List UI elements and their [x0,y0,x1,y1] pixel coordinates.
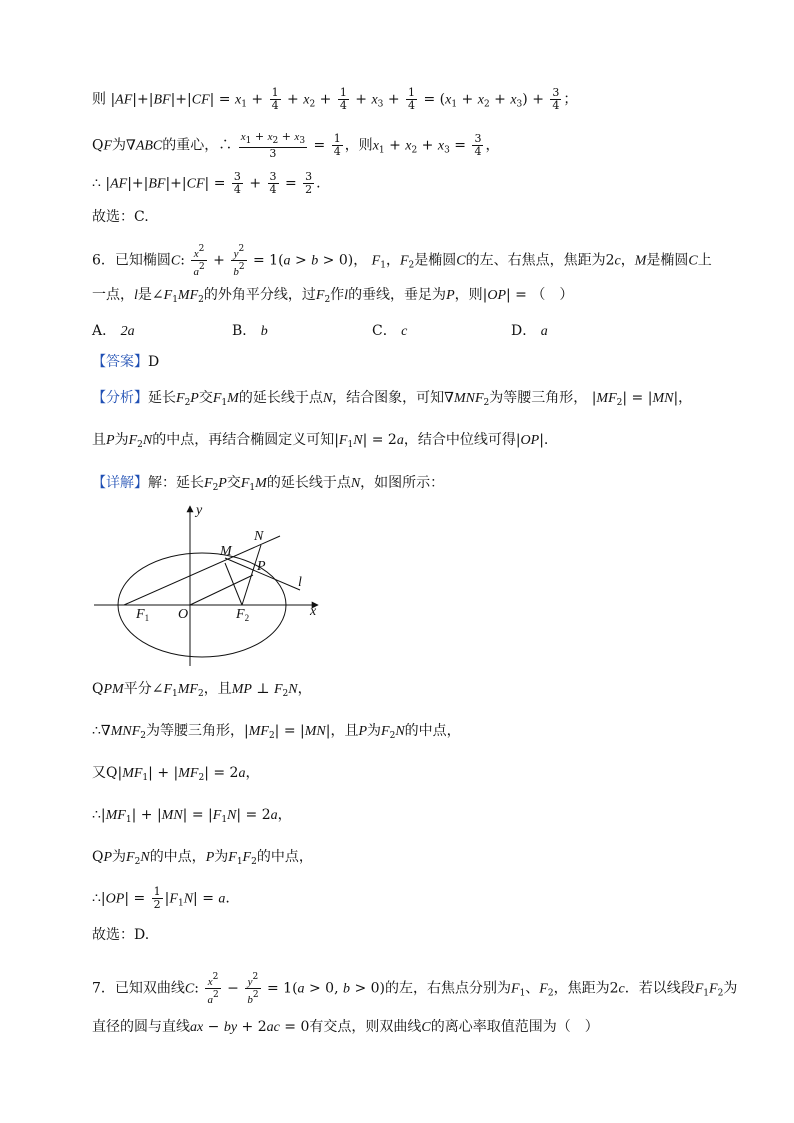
fraction: $\frac{3}{4}$ [269,170,277,196]
fraction: $\frac{1}{4}$ [333,132,341,158]
q7-stem-line1: 7．已知双曲线C: $\frac{x^2}{a^2}$ − $\frac{y^2}{b^2}$ = 1(a > 0, b > 0)的左，右焦点分别为$F_1$、$F_2$，焦距为2c．若以线段$F_1F_2$为 [92,972,738,1006]
label-f2: $F_2$ [236,607,250,623]
fraction: $\frac{1}{2}$ [153,885,161,911]
label-f1: $F_1$ [136,607,150,623]
fraction: $\frac{x^2}{a^2}$ [193,244,205,278]
answer-tag: 【答案】 [92,354,148,370]
step-sum: $\therefore|MF_1| + |MN| = |F_1N| = 2a$， [92,807,292,825]
ellipse-figure [90,500,340,670]
option-b[interactable]: B． b [232,323,268,339]
analysis-line1: 【分析】延长$F_2P$交$F_1M$的延长线于点N，结合图象，可知$\nabla MNF_2$为等腰三角形， $|MF_2| = |MN|$， [92,390,693,408]
analysis-tag: 【分析】 [92,390,148,406]
fraction: $\frac{y^2}{b^2}$ [247,972,259,1006]
choose-c: 故选：C. [92,209,149,225]
label-n: N [254,529,264,544]
fraction: $\frac{x_1 + x_2 + x_3}{3}$ [240,130,306,160]
fraction: $\frac{3}{4}$ [233,170,241,196]
choose-d: 故选：D. [92,927,150,943]
label-m: M [220,544,232,559]
fraction: $\frac{1}{4}$ [408,86,416,112]
option-a[interactable]: A． 2a [92,323,135,339]
option-d[interactable]: D． a [511,323,548,339]
label-y: y [196,503,203,518]
line-centroid: QF为∇ABC的重心，∴ $\frac{x_1 + x_2 + x_3}{3}$ = $\frac{1}{4}$ ，则$x_1 + x_2 + x_3$ = $\frac{3}{4}$ ， [92,130,500,160]
detail-tag: 【详解】 [92,475,148,491]
q6-stem-line1: 6．已知椭圆C: $\frac{x^2}{a^2}$ + $\frac{y^2}{b^2}$ = 1(a > b > 0)， $F_1$，$F_2$是椭圆C的左、右焦点，焦距为2c，M是椭圆C上 [92,244,712,278]
fraction: $\frac{1}{4}$ [271,86,279,112]
step-midpoints: QP为$F_2N$的中点，P为$F_1F_2$的中点， [92,849,313,867]
step-bisector: QPM平分$\angle F_1MF_2$，且MP ⊥ $F_2N$， [92,681,312,699]
step-op: ∴|OP| = $\frac{1}{2}$ $|F_1N| = a$. [92,885,230,911]
label-x: x [310,604,317,619]
analysis-line2: 且P为$F_2N$的中点，再结合椭圆定义可知$|F_1N| = 2a$，结合中位线可得|OP|. [92,432,549,450]
detail-line1: 【详解】解：延长$F_2P$交$F_1M$的延长线于点N，如图所示： [92,475,445,493]
answer-line: 【答案】D [92,354,160,370]
label-l: l [298,575,302,590]
step-definition: 又$Q|MF_1| + |MF_2| = 2a$， [92,765,260,783]
fraction: $\frac{3}{4}$ [474,132,482,158]
fraction: $\frac{1}{4}$ [339,86,347,112]
line-sum-distances: 则 $|AF|+|BF|+|CF| = x_1$ + $\frac{1}{4}$ + $x_2$ + $\frac{1}{4}$ + $x_3$ + $\frac{1}{4}$ = $(x_1 + x_2 + x_3)$ + $\frac{3}{4}$ ； [92,86,578,112]
fraction: $\frac{y^2}{b^2}$ [233,244,245,278]
label-o: O [178,607,189,622]
fraction: $\frac{3}{4}$ [552,86,560,112]
fraction: $\frac{3}{2}$ [305,170,313,196]
option-c[interactable]: C． c [372,323,408,339]
step-isosceles: $\therefore\nabla MNF_2$为等腰三角形，$|MF_2| = |MN|$，且P为$F_2N$的中点， [92,723,461,741]
fraction: $\frac{x^2}{a^2}$ [207,972,219,1006]
line-result: ∴ |AF|+|BF|+|CF| = $\frac{3}{4}$ + $\frac{3}{4}$ = $\frac{3}{2}$ . [92,170,321,196]
q7-stem-line2: 直径的圆与直线ax − by + 2ac = 0有交点，则双曲线C的离心率取值范围为（ ） [92,1019,599,1035]
line-f2-n [242,545,261,605]
line-m-f2 [225,563,242,605]
label-p: P [257,559,266,574]
q6-stem-line2: 一点，l是$\angle F_1MF_2$的外角平分线，过$F_2$作l的垂线，垂足为P，则|OP| = （ ） [92,287,574,305]
